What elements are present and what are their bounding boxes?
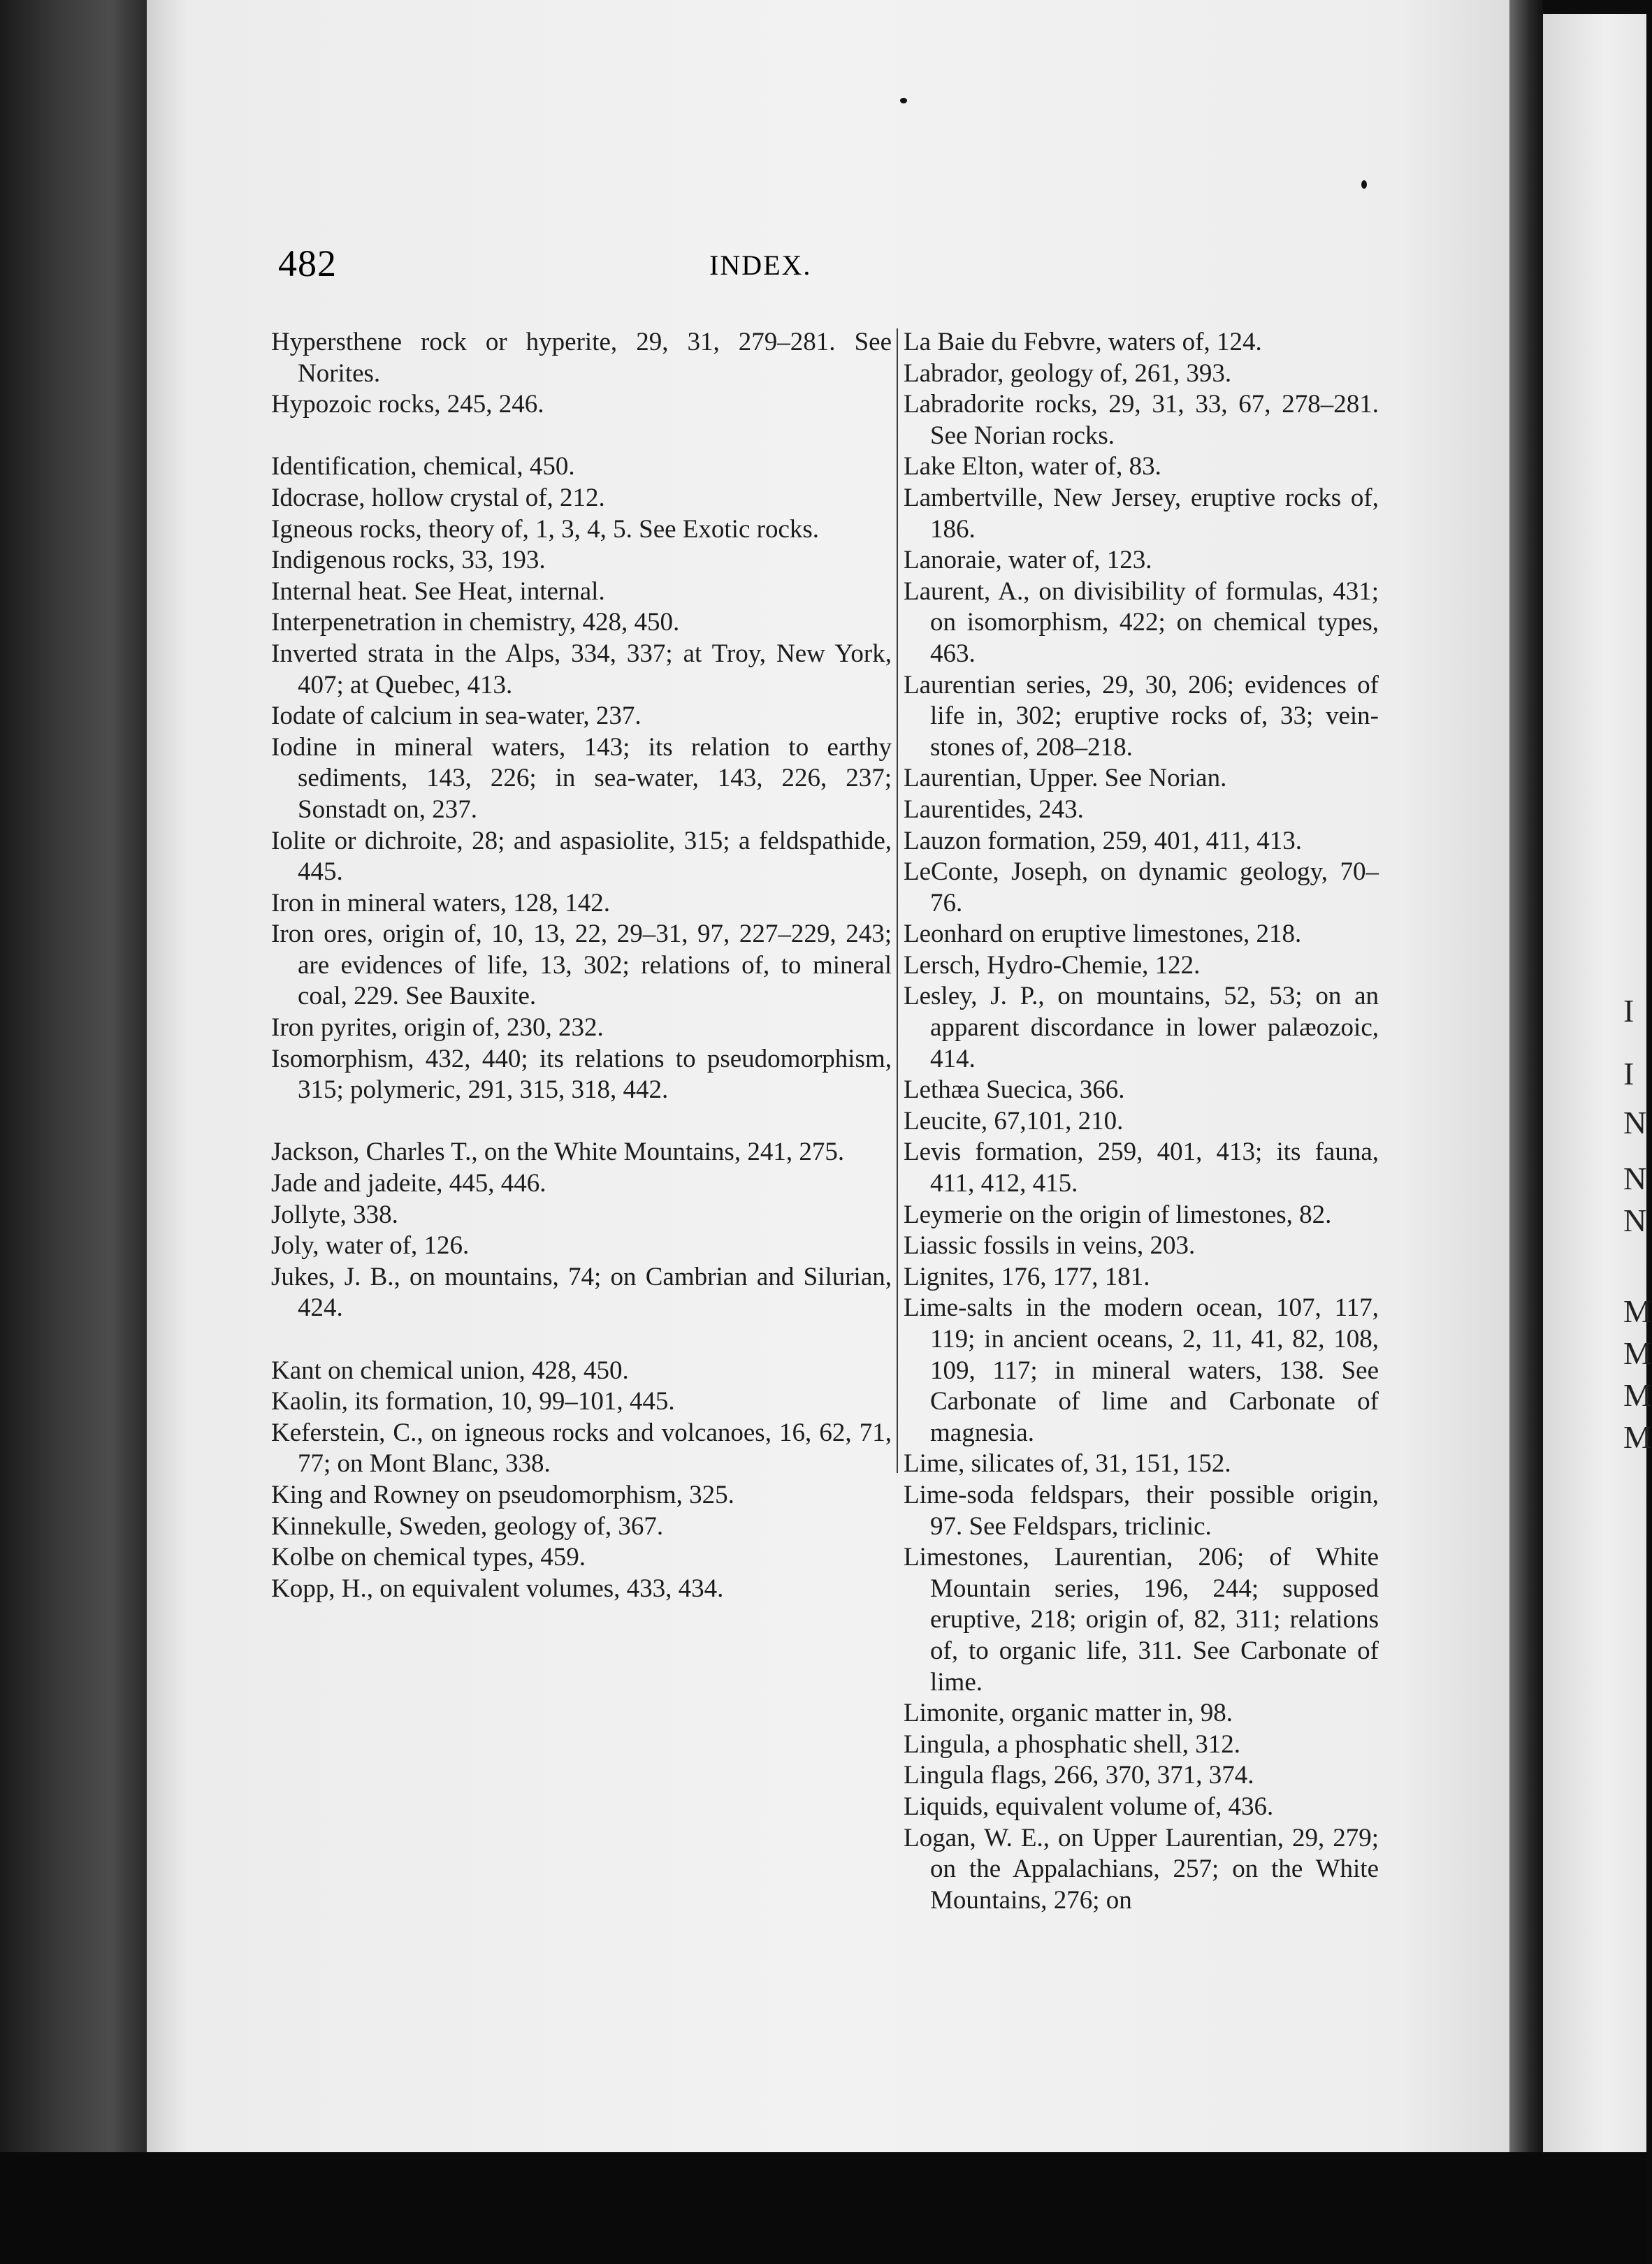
facing-page-fragment: N xyxy=(1623,1203,1647,1238)
page-number: 482 xyxy=(278,242,337,284)
index-entry: Laurentian series, 29, 30, 206; evidences of life in, 302; eruptive rocks of, 33; vein-stones of, 208–218. xyxy=(904,670,1379,762)
index-entry: Internal heat. See Heat, internal. xyxy=(271,576,605,606)
index-entry: Jollyte, 338. xyxy=(271,1200,398,1229)
scanner-bed xyxy=(0,2152,1646,2264)
facing-page-fragment: N xyxy=(1623,1161,1647,1196)
index-entry: La Baie du Febvre, waters of, 124. xyxy=(904,328,1262,356)
index-entry: Hypersthene rock or hyperite, 29, 31, 279–281. See Norites. xyxy=(271,328,892,388)
index-entry: Lambertville, New Jersey, eruptive rocks of, 186. xyxy=(904,483,1379,544)
index-entry: Kinnekulle, Sweden, geology of, 367. xyxy=(271,1511,664,1541)
dust-speck xyxy=(900,98,907,103)
index-entry: Lignites, 176, 177, 181. xyxy=(904,1262,1150,1291)
index-entry: Lime-salts in the modern ocean, 107, 117, 119; in ancient oceans, 2, 11, 41, 82, 108, 109, 117; in mineral waters, 138. See Carbonate of lime and Carbonate of magnesia. xyxy=(904,1293,1379,1447)
index-entry: Laurentides, 243. xyxy=(904,794,1084,824)
index-entry: Iodine in mineral waters, 143; its relation to earthy sediments, 143, 226; in sea-water, 143, 226, 237; Sonstadt on, 237. xyxy=(271,732,892,824)
index-entry: Identification, chemical, 450. xyxy=(271,452,575,481)
index-entry: Hypozoic rocks, 245, 246. xyxy=(271,390,544,419)
index-entry: Lesley, J. P., on mountains, 52, 53; on an apparent discordance in lower palæozoic, 414. xyxy=(904,982,1379,1073)
index-entry: Lake Elton, water of, 83. xyxy=(904,452,1161,481)
index-entry: Lersch, Hydro-Chemie, 122. xyxy=(904,950,1201,980)
facing-page-fragment: M xyxy=(1623,1377,1652,1413)
index-entry: Idocrase, hollow crystal of, 212. xyxy=(271,483,605,512)
index-column-right xyxy=(904,327,1379,1916)
index-entry: Indigenous rocks, 33, 193. xyxy=(271,546,546,575)
index-column-left xyxy=(271,327,892,1604)
facing-page-fragment: M xyxy=(1623,1293,1652,1329)
dust-speck xyxy=(1361,180,1367,189)
index-entry: Limestones, Laurentian, 206; of White Mountain series, 196, 244; supposed eruptive, 218; origin of, 82, 311; relations of, to organic life, 311. See Carbonate of lime. xyxy=(904,1543,1379,1697)
index-entry: Interpenetration in chemistry, 428, 450. xyxy=(271,608,680,637)
index-entry: Lingula flags, 266, 370, 371, 374. xyxy=(904,1761,1254,1790)
column-rule xyxy=(897,328,898,1473)
index-entry: Igneous rocks, theory of, 1, 3, 4, 5. See Exotic rocks. xyxy=(271,514,820,544)
index-entry: Keferstein, C., on igneous rocks and volcanoes, 16, 62, 71, 77; on Mont Blanc, 338. xyxy=(271,1418,892,1479)
index-entry: Levis formation, 259, 401, 413; its fauna, 411, 412, 415. xyxy=(904,1138,1379,1198)
index-entry: Jukes, J. B., on mountains, 74; on Cambrian and Silurian, 424. xyxy=(271,1262,892,1323)
index-entry: Kolbe on chemical types, 459. xyxy=(271,1543,586,1572)
index-entry: Jade and jadeite, 445, 446. xyxy=(271,1169,546,1198)
index-entry: Kant on chemical union, 428, 450. xyxy=(271,1356,629,1385)
index-entry: Iron in mineral waters, 128, 142. xyxy=(271,888,610,917)
index-entry: Lanoraie, water of, 123. xyxy=(904,546,1152,575)
index-entry: Lime-soda feldspars, their possible origin, 97. See Feldspars, triclinic. xyxy=(904,1480,1379,1541)
index-entry: Lauzon formation, 259, 401, 411, 413. xyxy=(904,826,1302,855)
index-entry: Lingula, a phosphatic shell, 312. xyxy=(904,1729,1240,1759)
index-entry: Isomorphism, 432, 440; its relations to pseudomorphism, 315; polymeric, 291, 315, 318, 442. xyxy=(271,1044,892,1105)
index-entry: Joly, water of, 126. xyxy=(271,1231,470,1261)
index-entry: Iodate of calcium in sea-water, 237. xyxy=(271,702,642,731)
index-entry: Laurent, A., on divisibility of formulas, 431; on isomorphism, 422; on chemical types, 463. xyxy=(904,576,1379,668)
facing-page-fragment: I xyxy=(1623,1056,1635,1091)
facing-page xyxy=(1543,14,1652,2152)
index-entry: Leucite, 67,101, 210. xyxy=(904,1106,1124,1135)
index-entry: Iron pyrites, origin of, 230, 232. xyxy=(271,1013,604,1043)
index-entry: Limonite, organic matter in, 98. xyxy=(904,1699,1233,1728)
index-entry: Leonhard on eruptive limestones, 218. xyxy=(904,920,1302,949)
facing-page-fragment: M xyxy=(1623,1335,1652,1371)
index-entry: Kaolin, its formation, 10, 99–101, 445. xyxy=(271,1387,675,1416)
index-entry: King and Rowney on pseudomorphism, 325. xyxy=(271,1480,734,1509)
index-entry: LeConte, Joseph, on dynamic geology, 70–76. xyxy=(904,857,1379,917)
index-entry: Lethæa Suecica, 366. xyxy=(904,1075,1125,1105)
index-entry: Inverted strata in the Alps, 334, 337; at Troy, New York, 407; at Quebec, 413. xyxy=(271,639,892,699)
index-entry: Leymerie on the origin of limestones, 82. xyxy=(904,1200,1332,1229)
page-gutter-shadow xyxy=(1509,0,1543,2152)
index-entry: Labradorite rocks, 29, 31, 33, 67, 278–281. See Norian rocks. xyxy=(904,390,1379,450)
index-entry: Logan, W. E., on Upper Laurentian, 29, 279; on the Appalachians, 257; on the White Mountains, 276; on xyxy=(904,1823,1379,1915)
facing-page-fragment: M xyxy=(1623,1419,1652,1455)
index-entry: Iron ores, origin of, 10, 13, 22, 29–31, 97, 227–229, 243; are evidences of life, 13, 302; relations of, to mineral coal, 229. See Bauxite. xyxy=(271,920,892,1011)
index-entry: Iolite or dichroite, 28; and aspasiolite, 315; a feldspathide, 445. xyxy=(271,826,892,887)
index-entry: Kopp, H., on equivalent volumes, 433, 434. xyxy=(271,1574,724,1603)
index-entry: Labrador, geology of, 261, 393. xyxy=(904,358,1232,388)
index-entry: Jackson, Charles T., on the White Mountains, 241, 275. xyxy=(271,1138,845,1167)
index-entry: Liquids, equivalent volume of, 436. xyxy=(904,1792,1274,1821)
facing-page-fragment: I xyxy=(1623,993,1635,1029)
book-binding xyxy=(0,0,147,2152)
index-entry: Laurentian, Upper. See Norian. xyxy=(904,764,1227,793)
index-entry: Lime, silicates of, 31, 151, 152. xyxy=(904,1449,1231,1479)
facing-page-fragment: N xyxy=(1623,1105,1647,1140)
running-head: INDEX. xyxy=(709,249,812,281)
index-entry: Liassic fossils in veins, 203. xyxy=(904,1231,1196,1261)
